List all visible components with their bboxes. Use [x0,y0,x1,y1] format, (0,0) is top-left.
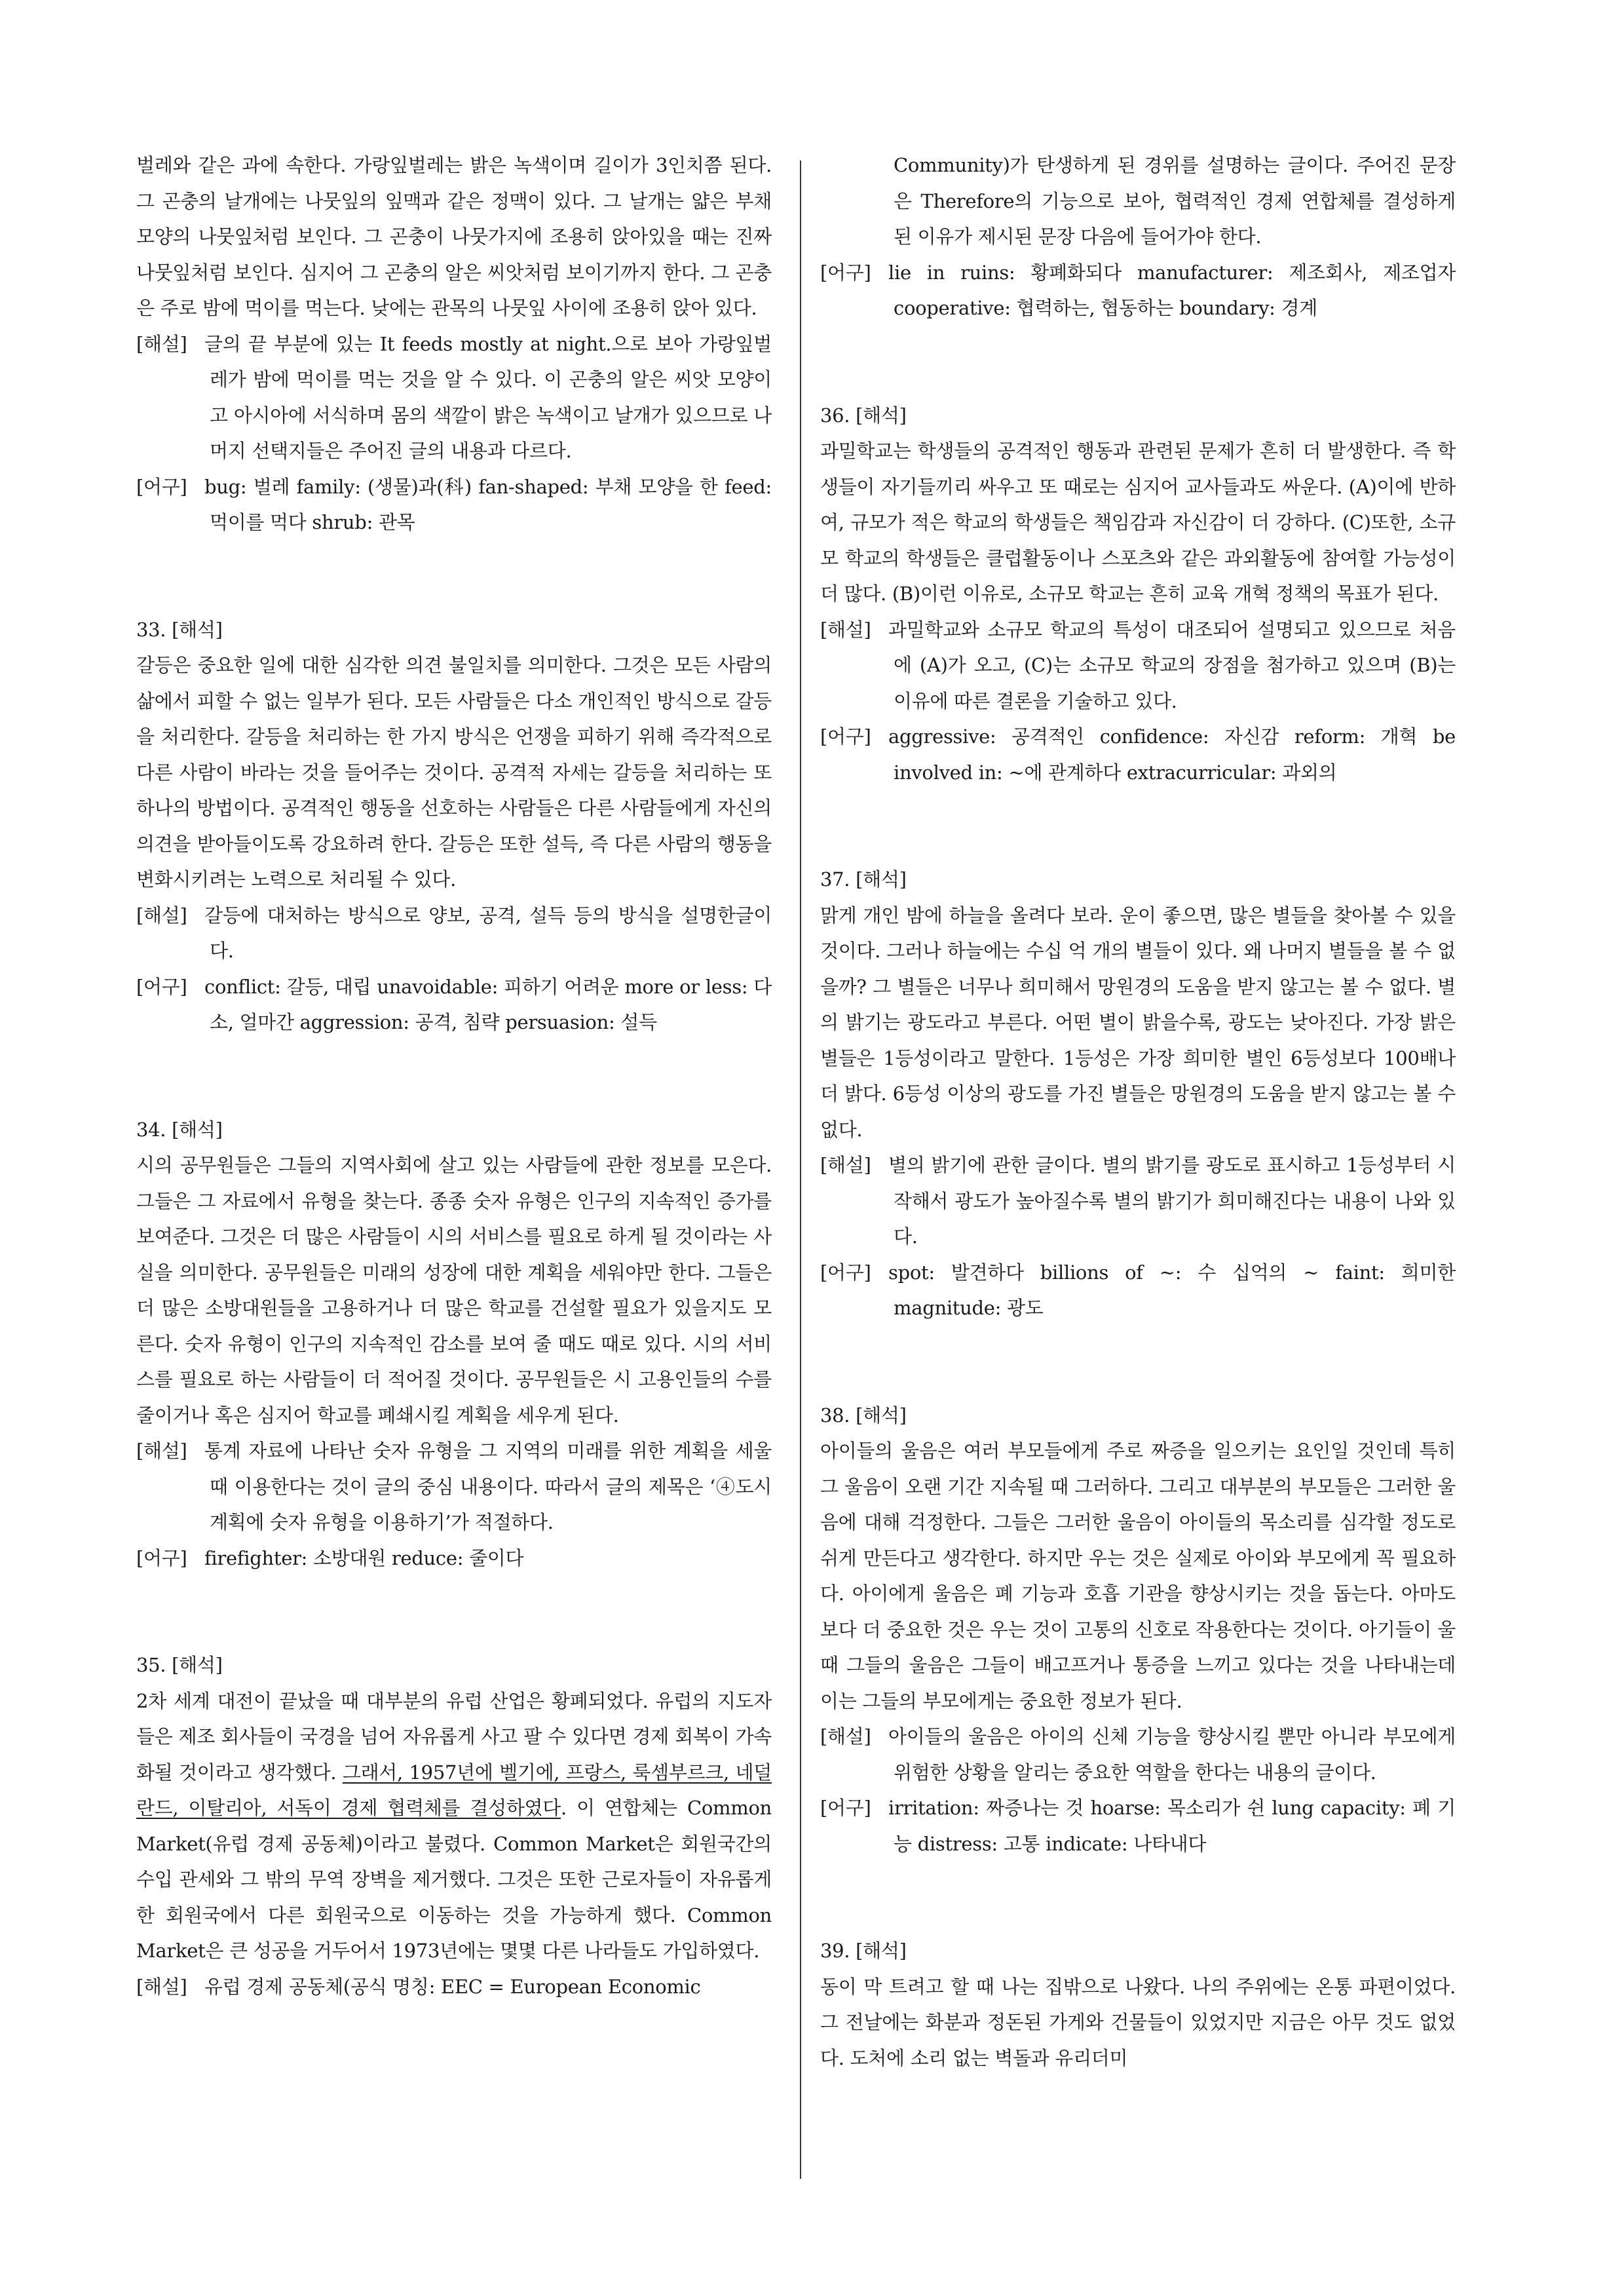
passage-34-heading: 34. [해석] [136,1118,223,1141]
passage-32-explanation [136,326,772,469]
passage-39-paragraph: 동이 막 트려고 할 때 나는 집밖으로 나왔다. 나의 주위에는 온통 파편이었다. 그 전날에는 화분과 정돈된 가게와 건물들이 있었지만 지금은 아무 것도 없었다. 도처에 소리 없는 벽돌과 유리더미 [820,1975,1456,2069]
left-column [136,147,772,2004]
explanation-tag: [해설] [136,904,187,927]
passage-33-paragraph: 갈등은 중요한 일에 대한 심각한 의견 불일치를 의미한다. 그것은 모든 사람의 삶에서 피할 수 없는 일부가 된다. 모든 사람들은 다소 개인적인 방식으로 갈등을 처리한다. 갈등을 처리하는 한 가지 방식은 언쟁을 피하기 위해 즉각적으로 다른 사람이 바라는 것을 들어주는 것이다. 공격적 자세는 갈등을 처리하는 또 하나의 방법이다. 공격적인 행동을 선호하는 사람들은 다른 사람들에게 자신의 의견을 받아들이도록 강요하려 한다. 갈등은 또한 설득, 즉 다른 사람의 행동을 변화시키려는 노력으로 처리될 수 있다. [136,654,772,890]
passage-37-heading: 37. [해석] [820,868,907,890]
passage-38-explanation [820,1719,1456,1790]
vocabulary-text: lie in ruins: 황폐화되다 manufacturer: 제조회사, 제조업자 cooperative: 협력하는, 협동하는 boundary: 경계 [888,261,1456,319]
explanation-tag: [해설] [136,332,187,355]
vocabulary-text: firefighter: 소방대원 reduce: 줄이다 [204,1546,524,1569]
vocabulary-text: irritation: 짜증나는 것 hoarse: 목소리가 쉰 lung capacity: 폐 기능 distress: 고통 indicate: 나타내다 [888,1797,1456,1855]
explanation-text: 과밀학교와 소규모 학교의 특성이 대조되어 설명되고 있으므로 처음에 (A)가 오고, (C)는 소규모 학교의 장점을 첨가하고 있으며 (B)는 이유에 따른 결론을 기술하고 있다. [888,618,1456,712]
passage-35-explanation-start [136,1969,772,2005]
vocabulary-tag: [어구] [820,725,871,748]
vocabulary-tag: [어구] [136,475,187,498]
explanation-text: 별의 밝기에 관한 글이다. 별의 밝기를 광도로 표시하고 1등성부터 시작해서 광도가 높아질수록 별의 밝기가 희미해진다는 내용이 나와 있다. [888,1154,1456,1248]
passage-32-paragraph: 벌레와 같은 과에 속한다. 가랑잎벌레는 밝은 녹색이며 길이가 3인치쯤 된다. 그 곤충의 날개에는 나뭇잎의 잎맥과 같은 정맥이 있다. 그 날개는 얇은 부채 모양의 나뭇잎처럼 보인다. 그 곤충이 나뭇가지에 조용히 앉아있을 때는 진짜 나뭇잎처럼 보인다. 심지어 그 곤충의 알은 씨앗처럼 보이기까지 한다. 그 곤충은 주로 밤에 먹이를 먹는다. 낮에는 관목의 나뭇잎 사이에 조용히 앉아 있다. [136,154,772,319]
explanation-tag: [해설] [136,1975,187,1998]
explanation-tag: [해설] [820,618,871,641]
underlined-answer-sentence: 그래서, 1957년에 벨기에, 프랑스, 룩셈부르크, 네덜란드, 이탈리아, 서독이 경제 협력체를 결성하였다 [136,1761,772,1819]
explanation-tag: [해설] [136,1440,187,1462]
passage-36-vocabulary [820,719,1456,790]
explanation-text: 글의 끝 부분에 있는 It feeds mostly at night.으로 보아 가랑잎벌레가 밤에 먹이를 먹는 것을 알 수 있다. 이 곤충의 알은 씨앗 모양이고 아시아에 서식하며 몸의 색깔이 밝은 녹색이고 날개가 있으므로 나머지 선택지들은 주어진 글의 내용과 다르다. [204,332,772,462]
passage-33-heading: 33. [해석] [136,618,223,641]
passage-37-paragraph: 맑게 개인 밤에 하늘을 올려다 보라. 운이 좋으면, 많은 별들을 찾아볼 수 있을 것이다. 그러나 하늘에는 수십 억 개의 별들이 있다. 왜 나머지 별들을 볼 수 없을까? 그 별들은 너무나 희미해서 망원경의 도움을 받지 않고는 볼 수 없다. 별의 밝기는 광도라고 부른다. 어떤 별이 밝을수록, 광도는 낮아진다. 가장 밝은 별들은 1등성이라고 말한다. 1등성은 가장 희미한 별인 6등성보다 100배나 더 밝다. 6등성 이상의 광도를 가진 별들은 망원경의 도움을 받지 않고는 볼 수 없다. [820,904,1456,1141]
explanation-text: 아이들의 울음은 아이의 신체 기능을 향상시킬 뿐만 아니라 부모에게 위험한 상황을 알리는 중요한 역할을 한다는 내용의 글이다. [888,1725,1456,1784]
passage-33-vocabulary [136,969,772,1041]
vocabulary-text: conflict: 갈등, 대립 unavoidable: 피하기 어려운 more or less: 다소, 얼마간 aggression: 공격, 침략 persuasion: 설득 [204,975,772,1033]
passage-37-explanation [820,1147,1456,1255]
passage-38-heading: 38. [해석] [820,1404,907,1426]
vocabulary-text: bug: 벌레 family: (생물)과(科) fan-shaped: 부채 모양을 한 feed: 먹이를 먹다 shrub: 관목 [204,475,772,533]
paragraph-text-before: 2차 세계 대전이 끝났을 때 대부분의 유럽 산업은 황폐되었다. 유럽의 지도자들은 제조 회사들이 국경을 넘어 자유롭게 사고 팔 수 있다면 경제 회복이 가속화될 것이라고 생각했다. [136,1689,772,1784]
explanation-tag: [해설] [820,1725,871,1748]
passage-33-explanation [136,898,772,969]
passage-36-heading: 36. [해석] [820,404,907,427]
explanation-text: 유럽 경제 공동체(공식 명칭: EEC = European Economic [204,1975,701,1998]
passage-36-paragraph: 과밀학교는 학생들의 공격적인 행동과 관련된 문제가 흔히 더 발생한다. 즉 학생들이 자기들끼리 싸우고 또 때로는 심지어 교사들과도 싸운다. (A)이에 반하여, 규모가 적은 학교의 학생들은 책임감과 자신감이 더 강하다. (C)또한, 소규모 학교의 학생들은 클럽활동이나 스포츠와 같은 과외활동에 참여할 가능성이 더 많다. (B)이런 이유로, 소규모 학교는 흔히 교육 개혁 정책의 목표가 된다. [820,440,1456,605]
passage-32-vocabulary [136,469,772,541]
passage-35-paragraph [136,1683,772,1969]
passage-37-vocabulary [820,1255,1456,1326]
paragraph-text-after: . 이 연합체는 Common Market(유럽 경제 공동체)이라고 불렸다. Common Market은 회원국간의 수입 관세와 그 밖의 무역 장벽을 제거했다. 그것은 또한 근로자들이 자유롭게 한 회원국에서 다른 회원국으로 이동하는 것을 가능하게 했다. Common Market은 큰 성공을 거두어서 1973년에는 몇몇 다른 나라들도 가입하였다. [136,1797,772,1962]
vocabulary-text: spot: 발견하다 billions of ~: 수 십억의 ~ faint: 희미한 magnitude: 광도 [888,1261,1456,1319]
explanation-text: 갈등에 대처하는 방식으로 양보, 공격, 설득 등의 방식을 설명한글이다. [204,904,772,962]
column-divider [800,161,801,2179]
passage-35-vocabulary [820,255,1456,326]
passage-34-paragraph: 시의 공무원들은 그들의 지역사회에 살고 있는 사람들에 관한 정보를 모은다. 그들은 그 자료에서 유형을 찾는다. 종종 숫자 유형은 인구의 지속적인 증가를 보여준다. 그것은 더 많은 사람들이 시의 서비스를 필요로 하게 될 것이라는 사실을 의미한다. 공무원들은 미래의 성장에 대한 계획을 세워야만 한다. 그들은 더 많은 소방대원들을 고용하거나 더 많은 학교를 건설할 필요가 있을지도 모른다. 숫자 유형이 인구의 지속적인 감소를 보여 줄 때도 때로 있다. 시의 서비스를 필요로 하는 사람들이 더 적어질 것이다. 공무원들은 시 고용인들의 수를 줄이거나 혹은 심지어 학교를 폐쇄시킬 계획을 세우게 된다. [136,1154,772,1426]
vocabulary-tag: [어구] [820,1261,871,1284]
vocabulary-tag: [어구] [136,975,187,998]
vocabulary-text: aggressive: 공격적인 confidence: 자신감 reform: 개혁 be involved in: ~에 관계하다 extracurricular: 과외의 [888,725,1456,784]
right-column [820,147,1456,2076]
explanation-text: 통계 자료에 나타난 숫자 유형을 그 지역의 미래를 위한 계획을 세울 때 이용한다는 것이 글의 중심 내용이다. 따라서 글의 제목은 ‘④도시 계획에 숫자 유형을 이용하기’가 적절하다. [204,1440,772,1533]
passage-34-vocabulary [136,1540,772,1577]
passage-36-explanation [820,612,1456,719]
vocabulary-tag: [어구] [820,261,871,284]
explanation-tag: [해설] [820,1154,871,1176]
vocabulary-tag: [어구] [136,1546,187,1569]
passage-39-heading: 39. [해석] [820,1940,907,1962]
passage-38-paragraph: 아이들의 울음은 여러 부모들에게 주로 짜증을 일으키는 요인일 것인데 특히 그 울음이 오랜 기간 지속될 때 그러하다. 그리고 대부분의 부모들은 그러한 울음에 대해 걱정한다. 그들은 그러한 울음이 아이들의 목소리를 심각할 정도로 쉬게 만든다고 생각한다. 하지만 우는 것은 실제로 아이와 부모에게 꼭 필요하다. 아이에게 울음은 폐 기능과 호흡 기관을 향상시키는 것을 돕는다. 아마도 보다 더 중요한 것은 우는 것이 고통의 신호로 작용한다는 것이다. 아기들이 울 때 그들의 울음은 그들이 배고프거나 통증을 느끼고 있다는 것을 나타내는데 이는 그들의 부모에게는 중요한 정보가 된다. [820,1440,1456,1712]
passage-38-vocabulary [820,1790,1456,1862]
vocabulary-tag: [어구] [820,1797,871,1819]
passage-35-explanation-continued: Community)가 탄생하게 된 경위를 설명하는 글이다. 주어진 문장은 Therefore의 기능으로 보아, 협력적인 경제 연합체를 결성하게 된 이유가 제시된 문장 다음에 들어가야 한다. [894,154,1456,248]
passage-35-heading: 35. [해석] [136,1654,223,1676]
passage-34-explanation [136,1433,772,1540]
